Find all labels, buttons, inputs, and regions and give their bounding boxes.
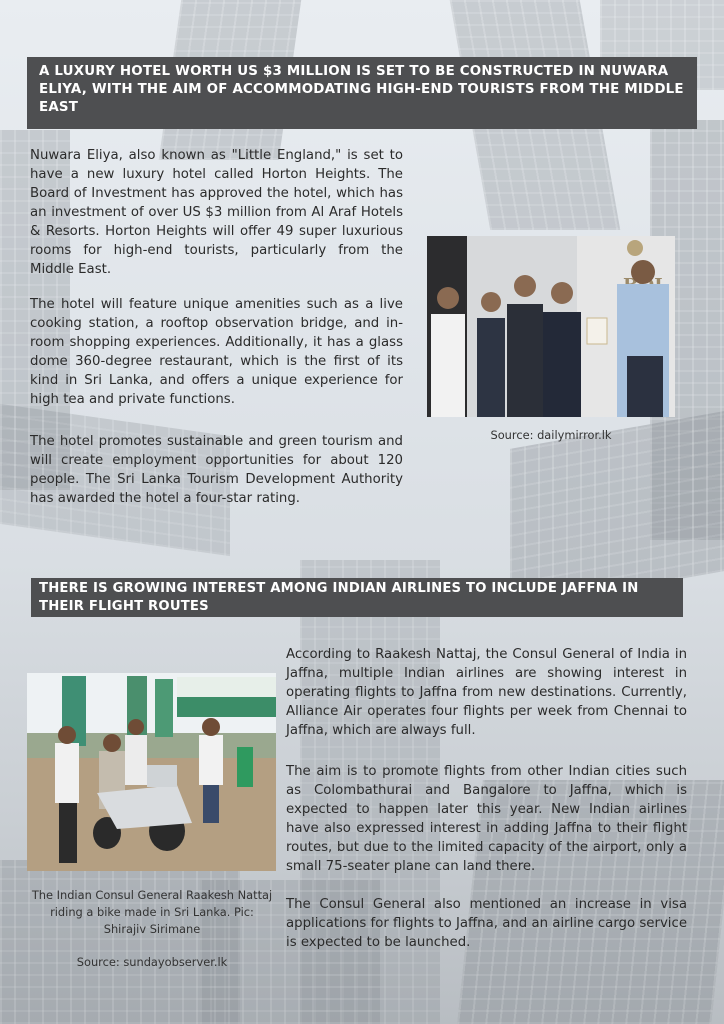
article2-paragraph-1: According to Raakesh Nattaj, the Consul General of India in Jaffna, multiple Indian airlines are showing interest in operating flights to Jaffna from new destinations. Currently, Alliance Air operates four flights per week from Chennai to Jaffna, which are always full. — [286, 647, 687, 738]
hotel-approval-ceremony-image — [427, 236, 675, 417]
article2-photo — [27, 673, 276, 871]
article1-headline-banner — [27, 57, 697, 129]
article1-paragraph-3: The hotel promotes sustainable and green tourism and will create employment opportunities for about 120 people. The Sri Lanka Tourism Development Authority has awarded the hotel a four-star rating. — [30, 434, 403, 506]
article2-paragraph-3: The Consul General also mentioned an increase in visa applications for flights to Jaffna, and an airline cargo service is expected to be launched. — [286, 897, 687, 950]
article1-photo-source: Source: dailymirror.lk — [490, 428, 612, 442]
article1-paragraph-2: The hotel will feature unique amenities such as a live cooking station, a rooftop observation bridge, and in-room shopping experiences. Additionally, it has a glass dome 360-degree restaurant, which is the first of its kind in Sri Lanka, and offers a unique experience for high tea and private functions. — [30, 297, 403, 407]
article1-photo — [427, 236, 675, 417]
article2-paragraph-2: The aim is to promote flights from other Indian cities such as Colombathurai and Bangalore to Jaffna, which is expected to happen later this year. New Indian airlines have also expressed interest in adding Jaffna to their flight routes, but due to the limited capacity of the airport, only a small 75-seater plane can land there. — [286, 764, 687, 874]
article2-headline: THERE IS GROWING INTEREST AMONG INDIAN AIRLINES TO INCLUDE JAFFNA IN THEIR FLIGHT ROUTES — [39, 581, 639, 614]
article2-photo-source: Source: sundayobserver.lk — [76, 955, 228, 969]
consul-riding-bike-image — [27, 673, 276, 871]
article1-paragraph-1: Nuwara Eliya, also known as "Little England," is set to have a new luxury hotel called Horton Heights. The Board of Investment has approved the hotel, which has an investment of over US $3 million from Al Araf Hotels & Resorts. Horton Heights will offer 49 super luxurious rooms for high-end tourists, particularly from the Middle East. — [30, 148, 403, 277]
article2-photo-caption: The Indian Consul General Raakesh Nattaj riding a bike made in Sri Lanka. Pic: Shirajiv Sirimane — [31, 888, 273, 936]
article2-headline-banner — [31, 578, 683, 617]
article1-headline: A LUXURY HOTEL WORTH US $3 MILLION IS SET TO BE CONSTRUCTED IN NUWARA ELIYA, WITH THE AIM OF ACCOMMODATING HIGH-END TOURISTS FROM THE MIDDLE EAST — [39, 64, 684, 115]
